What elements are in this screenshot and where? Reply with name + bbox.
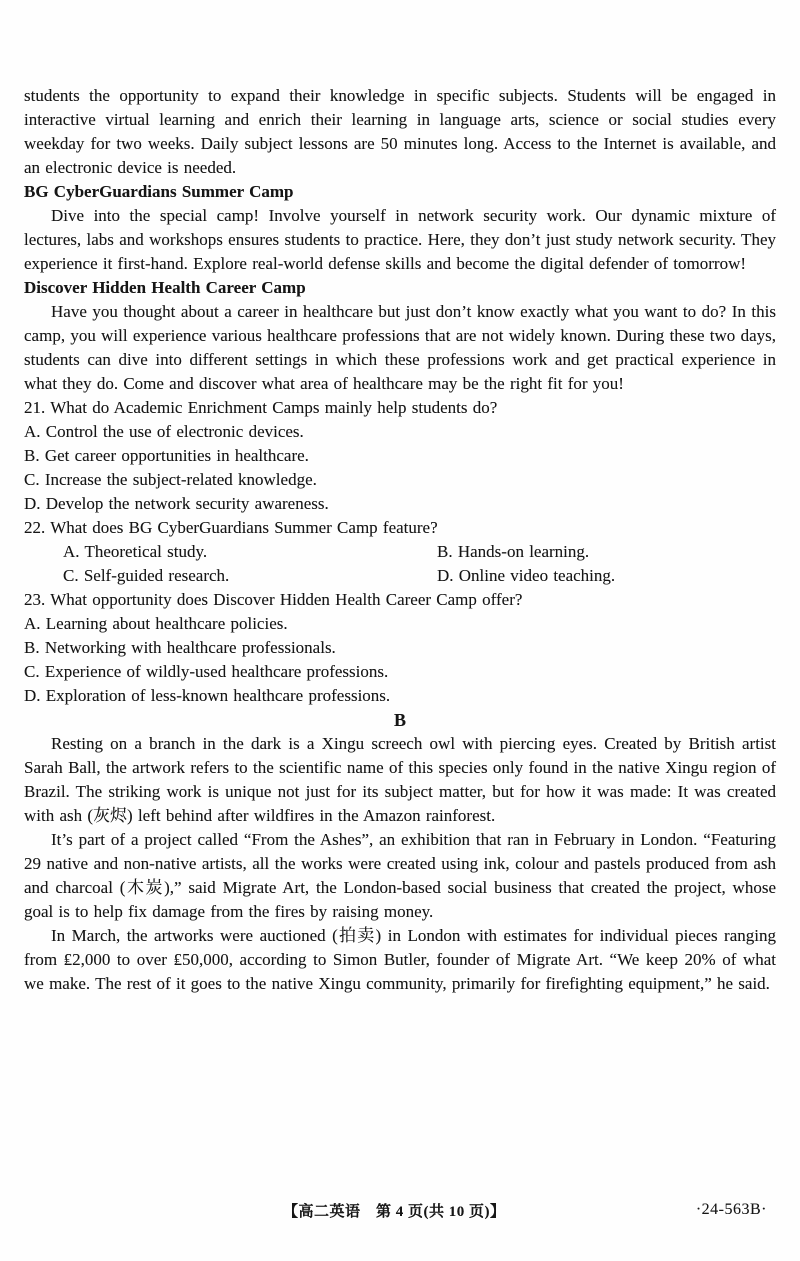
question-23-option-c: C. Experience of wildly-used healthcare professions. (24, 662, 389, 681)
question-23-option-b: B. Networking with healthcare professionals. (24, 638, 336, 657)
camp-heading-cyberguardians: BG CyberGuardians Summer Camp (24, 182, 294, 201)
passage-b-paragraph-3: In March, the artworks were auctioned (拍卖) in London with estimates for individual pieces ranging from ₤2,000 to over ₤50,000, according to Simon Butler, founder of Migrate Art. “We keep 20% of what we make. The rest of it goes to the native Xingu community, primarily for firefighting equipment,” he said. (24, 926, 776, 993)
question-23 (24, 588, 776, 708)
footer-paper-code: ·24-563B· (695, 1201, 767, 1218)
footer-page-info: 【高二英语 第 4 页(共 10 页)】 (283, 1204, 506, 1220)
passage-a-camp3-body: Have you thought about a career in healthcare but just don’t know exactly what you want to do? In this camp, you will experience various healthcare professions that are not widely known. During these two days, students can dive into different settings in which these professions work and get practical experience in what they do. Come and discover what area of healthcare may be the right fit for you! (24, 302, 776, 393)
camp-heading-hidden-health: Discover Hidden Health Career Camp (24, 278, 306, 297)
passage-a-continuation: students the opportunity to expand their knowledge in specific subjects. Students will be engaged in interactive virtual learning and enrich their learning in language arts, science or social studies every weekday for two weeks. Daily subject lessons are 50 minutes long. Access to the Internet is available, and an electronic device is needed. (24, 86, 776, 177)
passage-a-camp2-body: Dive into the special camp! Involve yourself in network security work. Our dynamic mixture of lectures, labs and workshops ensures students to practice. Here, they don’t just study network security. They experience it first-hand. Explore real-world defense skills and become the digital defender of tomorrow! (24, 206, 776, 273)
question-23-stem: 23. What opportunity does Discover Hidden Health Career Camp offer? (24, 590, 523, 609)
question-21-option-b: B. Get career opportunities in healthcare. (24, 446, 309, 465)
question-21-stem: 21. What do Academic Enrichment Camps mainly help students do? (24, 398, 498, 417)
passage-b-paragraph-2: It’s part of a project called “From the Ashes”, an exhibition that ran in February in London. “Featuring 29 native and non-native artists, all the works were created using ink, colour and pastels produced from ash and charcoal (木炭),” said Migrate Art, the London-based social business that created the project, whose goal is to help fix damage from the fires by raising money. (24, 830, 776, 921)
passage-b-paragraph-1: Resting on a branch in the dark is a Xingu screech owl with piercing eyes. Created by British artist Sarah Ball, the artwork refers to the scientific name of this species only found in the native Xingu region of Brazil. The striking work is unique not just for its subject matter, but for how it was made: It was created with ash (灰烬) left behind after wildfires in the Amazon rainforest. (24, 734, 776, 825)
question-22-options (63, 540, 776, 588)
question-22-stem: 22. What does BG CyberGuardians Summer Camp feature? (24, 518, 438, 537)
question-21-option-a: A. Control the use of electronic devices. (24, 422, 304, 441)
question-21-option-c: C. Increase the subject-related knowledge. (24, 470, 317, 489)
question-22-option-d: D. Online video teaching. (437, 566, 616, 585)
passage-b-section-label: B (393, 710, 406, 730)
question-22-option-c: C. Self-guided research. (63, 566, 230, 585)
question-22-option-b: B. Hands-on learning. (437, 542, 590, 561)
page-content (24, 84, 776, 996)
question-23-option-a: A. Learning about healthcare policies. (24, 614, 288, 633)
question-21 (24, 396, 776, 516)
question-22 (24, 516, 776, 588)
question-23-option-d: D. Exploration of less-known healthcare professions. (24, 686, 391, 705)
question-21-option-d: D. Develop the network security awareness. (24, 494, 329, 513)
question-22-option-a: A. Theoretical study. (63, 542, 208, 561)
